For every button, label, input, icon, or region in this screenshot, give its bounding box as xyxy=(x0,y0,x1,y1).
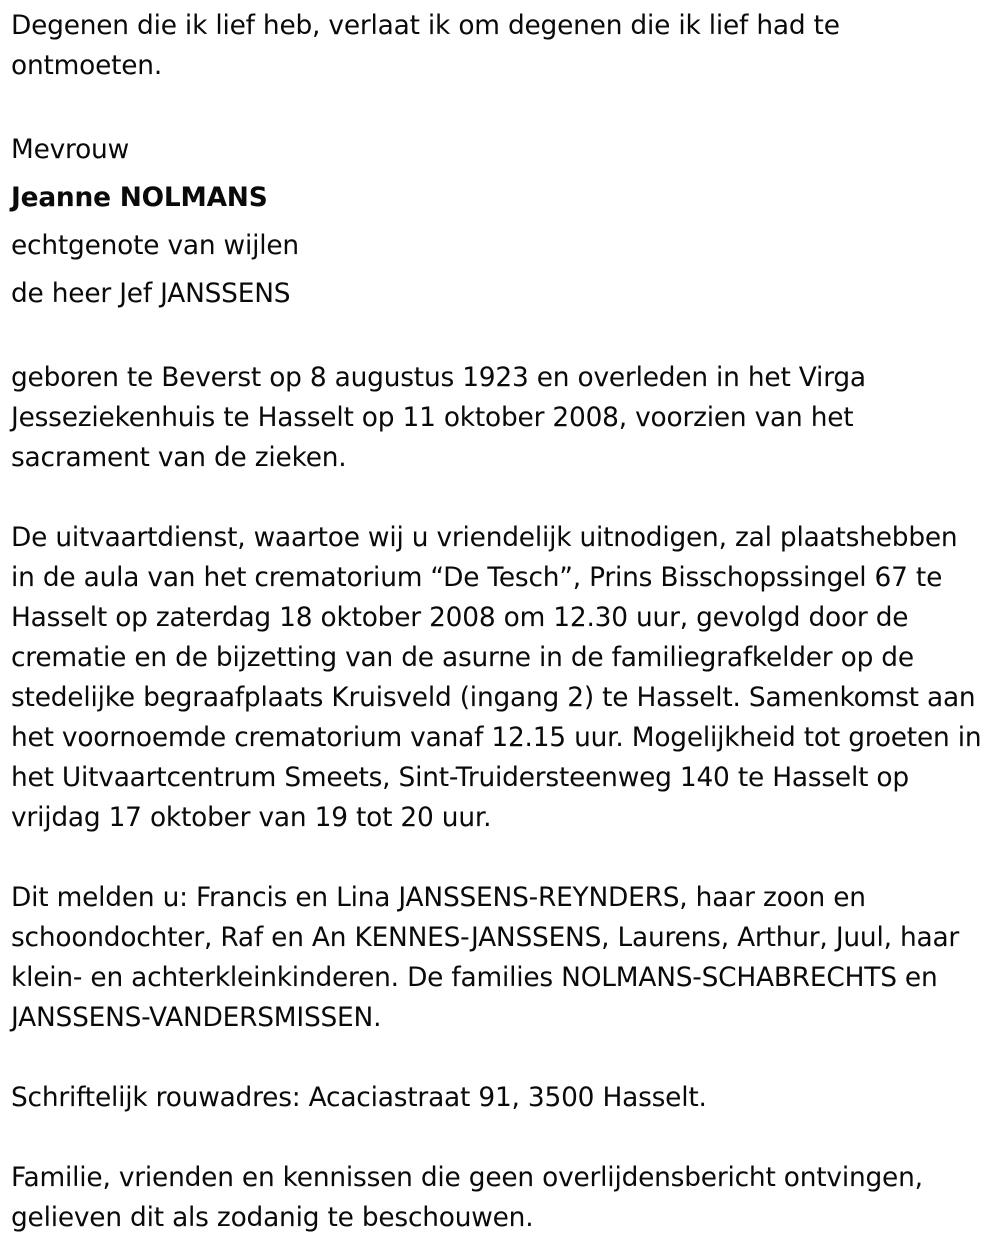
funeral-paragraph: De uitvaartdienst, waartoe wij u vriendelijk uitnodigen, zal plaatshebben in de aula van het crematorium “De Tesch”, Prins Bisschopssingel 67 te Hasselt op zaterdag 18 oktober 2008 om 12.30 uur, gevolgd door de crematie en de bijzetting van de asurne in de familiegrafkelder op de stedelijke begraafplaats Kruisveld (ingang 2) te Hasselt. Samenkomst aan het voornoemde crematorium vanaf 12.15 uur. Mogelijkheid tot groeten in het Uitvaartcentrum Smeets, Sint-Truidersteenweg 140 te Hasselt op vrijdag 17 oktober van 19 tot 20 uur. xyxy=(11,522,982,833)
relation-line-1: echtgenote van wijlen xyxy=(11,230,299,261)
birth-death-paragraph: geboren te Beverst op 8 augustus 1923 en overleden in het Virga Jesseziekenhuis te Hasselt op 11 oktober 2008, voorzien van het sacrament van de zieken. xyxy=(11,362,866,473)
intro-quote: Degenen die ik lief heb, verlaat ik om degenen die ik lief had te ontmoeten. xyxy=(11,10,840,81)
family-paragraph: Dit melden u: Francis en Lina JANSSENS-REYNDERS, haar zoon en schoondochter, Raf en An KENNES-JANSSENS, Laurens, Arthur, Juul, haar klein- en achterkleinkinderen. De families NOLMANS-SCHABRECHTS en JANSSENS-VANDERSMISSEN. xyxy=(11,882,960,1033)
salutation: Mevrouw xyxy=(11,134,129,165)
address-paragraph: Schriftelijk rouwadres: Acaciastraat 91, 3500 Hasselt. xyxy=(11,1082,707,1113)
relation-line-2: de heer Jef JANSSENS xyxy=(11,278,291,309)
death-notice xyxy=(11,6,986,1238)
closing-paragraph: Familie, vrienden en kennissen die geen overlijdensbericht ontvingen, gelieven dit als zodanig te beschouwen. xyxy=(11,1162,923,1233)
spacer xyxy=(11,318,986,358)
deceased-name: Jeanne NOLMANS xyxy=(11,182,268,213)
spacer xyxy=(11,86,986,126)
spacer xyxy=(11,478,986,518)
spacer xyxy=(11,838,986,878)
spacer xyxy=(11,1118,986,1158)
deceased-block xyxy=(11,126,986,318)
spacer xyxy=(11,1038,986,1078)
